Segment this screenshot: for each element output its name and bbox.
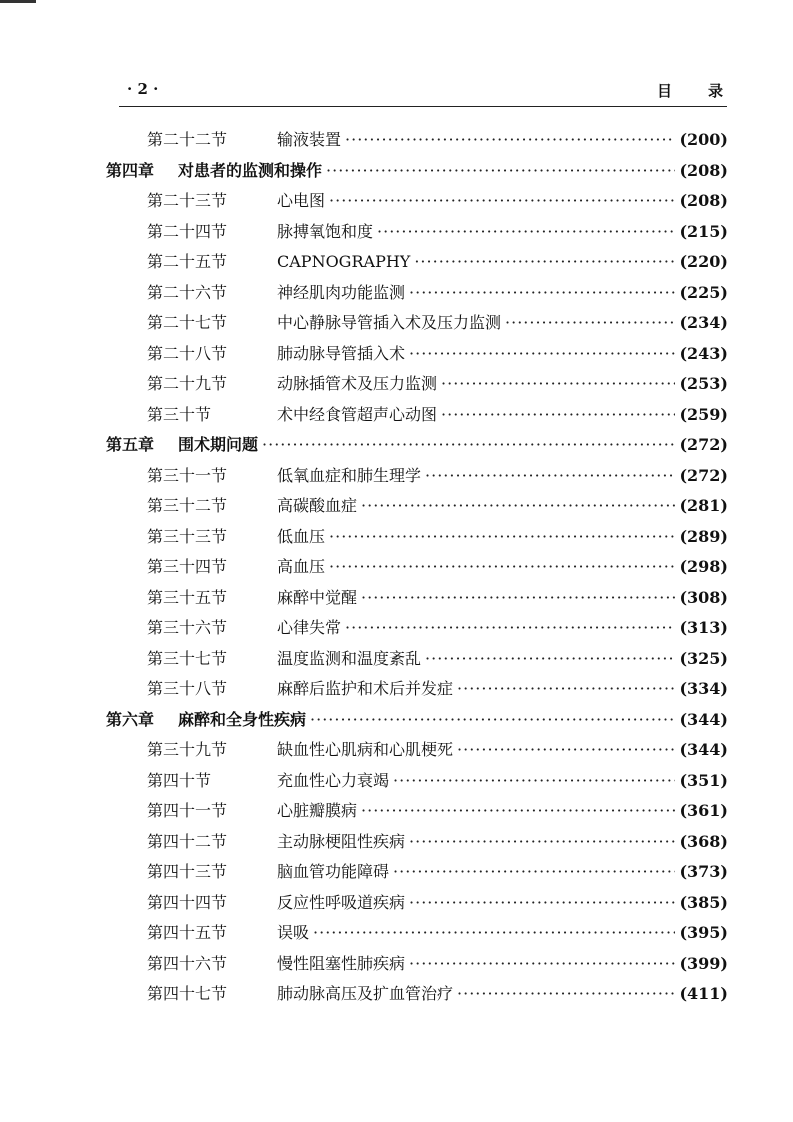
page-reference: (399) [679,953,728,973]
toc-section-entry [147,888,728,918]
section-number: 第三十七节 [147,648,228,668]
toc-section-entry [147,857,728,887]
toc-section-entry [147,766,728,796]
section-number: 第四十一节 [147,801,228,820]
dot-leader [441,369,675,399]
page-reference: (385) [679,892,728,912]
toc-section-entry [147,674,728,704]
section-title: 温度监测和温度紊乱 [277,648,422,668]
dot-leader [313,918,675,948]
dot-leader [329,552,675,582]
page-header [119,78,759,107]
toc-section-entry [147,552,728,582]
page-reference: (313) [679,618,728,637]
toc-section-entry [147,217,728,247]
section-number: 第三十八节 [147,679,228,698]
section-title: 心电图 [277,191,326,210]
section-number: 第二十五节 [147,252,228,271]
section-number: 第二十八节 [147,343,228,363]
section-number: 第三十三节 [147,526,228,546]
section-number: 第三十二节 [147,496,228,515]
toc-section-entry [147,369,728,399]
section-title: 中心静脉导管插入术及压力监测 [277,313,502,332]
section-number: 第四十二节 [147,831,228,851]
dot-leader [377,217,675,247]
toc-section-entry [147,613,728,643]
toc-chapter-entry [106,430,728,460]
section-title: 肺动脉导管插入术 [277,343,406,363]
dot-leader [345,125,675,155]
section-title: 麻醉中觉醒 [277,587,358,607]
page-number: · 2 · [127,80,159,98]
page-reference: (234) [679,313,728,332]
dot-leader [310,705,675,735]
dot-leader [345,613,675,643]
section-title: 心律失常 [277,618,342,637]
section-number: 第四十节 [147,770,212,790]
section-number: 第四十四节 [147,892,228,912]
section-number: 第三十五节 [147,587,228,607]
dot-leader [414,247,675,277]
toc-section-entry [147,522,728,552]
dot-leader [441,400,675,430]
section-number: 第二十二节 [147,130,228,149]
section-title: 术中经食管超声心动图 [277,404,438,424]
toc-section-entry [147,735,728,765]
running-title: 目录 [656,82,759,100]
dot-leader [457,674,675,704]
toc-section-entry [147,949,728,979]
toc-section-entry [147,186,728,216]
section-title: 误吸 [277,923,310,942]
chapter-title: 麻醉和全身性疾病 [178,709,307,729]
section-number: 第三十六节 [147,618,228,637]
section-title: 麻醉后监护和术后并发症 [277,679,454,698]
chapter-title: 对患者的监测和操作 [178,160,323,180]
dot-leader [425,644,675,674]
section-number: 第二十六节 [147,282,228,302]
section-title: 低氧血症和肺生理学 [277,465,422,485]
toc-section-entry [147,979,728,1009]
section-number: 第二十九节 [147,374,228,393]
dot-leader [329,522,675,552]
section-number: 第四十三节 [147,862,228,881]
page-reference: (361) [679,801,728,820]
page-reference: (253) [679,374,728,393]
section-title: CAPNOGRAPHY [277,252,411,271]
page-reference: (200) [679,130,728,149]
section-number: 第三十九节 [147,740,228,759]
toc-section-entry [147,308,728,338]
dot-leader [505,308,675,338]
section-title: 低血压 [277,526,326,546]
page-reference: (272) [679,435,728,454]
dot-leader [425,461,675,491]
page-reference: (351) [679,770,728,790]
toc-section-entry [147,918,728,948]
dot-leader [409,278,675,308]
page-reference: (289) [679,526,728,546]
dot-leader [361,796,675,826]
chapter-number: 第六章 [106,709,155,729]
dot-leader [409,339,675,369]
page-reference: (208) [679,191,728,210]
toc-chapter-entry [106,156,728,186]
section-number: 第四十五节 [147,923,228,942]
page-reference: (395) [679,923,728,942]
toc-section-entry [147,644,728,674]
page-reference: (208) [679,160,728,180]
section-number: 第二十四节 [147,221,228,241]
section-title: 高血压 [277,557,326,576]
chapter-title: 围术期问题 [178,435,259,454]
scan-corner-mark [0,0,36,3]
section-title: 充血性心力衰竭 [277,770,390,790]
section-number: 第四十七节 [147,984,228,1003]
dot-leader [393,766,675,796]
toc-section-entry [147,461,728,491]
page-reference: (243) [679,343,728,363]
toc-section-entry [147,796,728,826]
page-reference: (298) [679,557,728,576]
section-title: 肺动脉高压及扩血管治疗 [277,984,454,1003]
page-reference: (344) [679,709,728,729]
page-reference: (411) [679,984,728,1003]
chapter-number: 第四章 [106,160,155,180]
section-title: 主动脉梗阻性疾病 [277,831,406,851]
toc-section-entry [147,125,728,155]
toc-section-entry [147,491,728,521]
toc-chapter-entry [106,705,728,735]
section-title: 脉搏氧饱和度 [277,221,374,241]
toc-section-entry [147,583,728,613]
page-reference: (344) [679,740,728,759]
dot-leader [409,888,675,918]
page-reference: (281) [679,496,728,515]
dot-leader [457,979,675,1009]
dot-leader [329,186,675,216]
section-title: 动脉插管术及压力监测 [277,374,438,393]
page-reference: (373) [679,862,728,881]
page-reference: (334) [679,679,728,698]
dot-leader [393,857,675,887]
page-reference: (368) [679,831,728,851]
page-reference: (215) [679,221,728,241]
dot-leader [361,583,675,613]
page-reference: (272) [679,465,728,485]
page-reference: (308) [679,587,728,607]
section-number: 第四十六节 [147,953,228,973]
page-reference: (259) [679,404,728,424]
section-number: 第三十节 [147,404,212,424]
section-number: 第三十一节 [147,465,228,485]
dot-leader [409,949,675,979]
chapter-number: 第五章 [106,435,155,454]
section-number: 第三十四节 [147,557,228,576]
section-title: 反应性呼吸道疾病 [277,892,406,912]
section-title: 神经肌肉功能监测 [277,282,406,302]
page-reference: (220) [679,252,728,271]
dot-leader [409,827,675,857]
toc-section-entry [147,247,728,277]
section-title: 缺血性心肌病和心肌梗死 [277,740,454,759]
dot-leader [361,491,675,521]
dot-leader [326,156,675,186]
page-reference: (225) [679,282,728,302]
section-title: 脑血管功能障碍 [277,862,390,881]
page-reference: (325) [679,648,728,668]
dot-leader [457,735,675,765]
dot-leader [262,430,675,460]
toc-section-entry [147,339,728,369]
section-title: 输液装置 [277,130,342,149]
toc-section-entry [147,827,728,857]
section-title: 高碳酸血症 [277,496,358,515]
toc-section-entry [147,278,728,308]
section-title: 心脏瓣膜病 [277,801,358,820]
section-number: 第二十七节 [147,313,228,332]
section-title: 慢性阻塞性肺疾病 [277,953,406,973]
toc-section-entry [147,400,728,430]
section-number: 第二十三节 [147,191,228,210]
